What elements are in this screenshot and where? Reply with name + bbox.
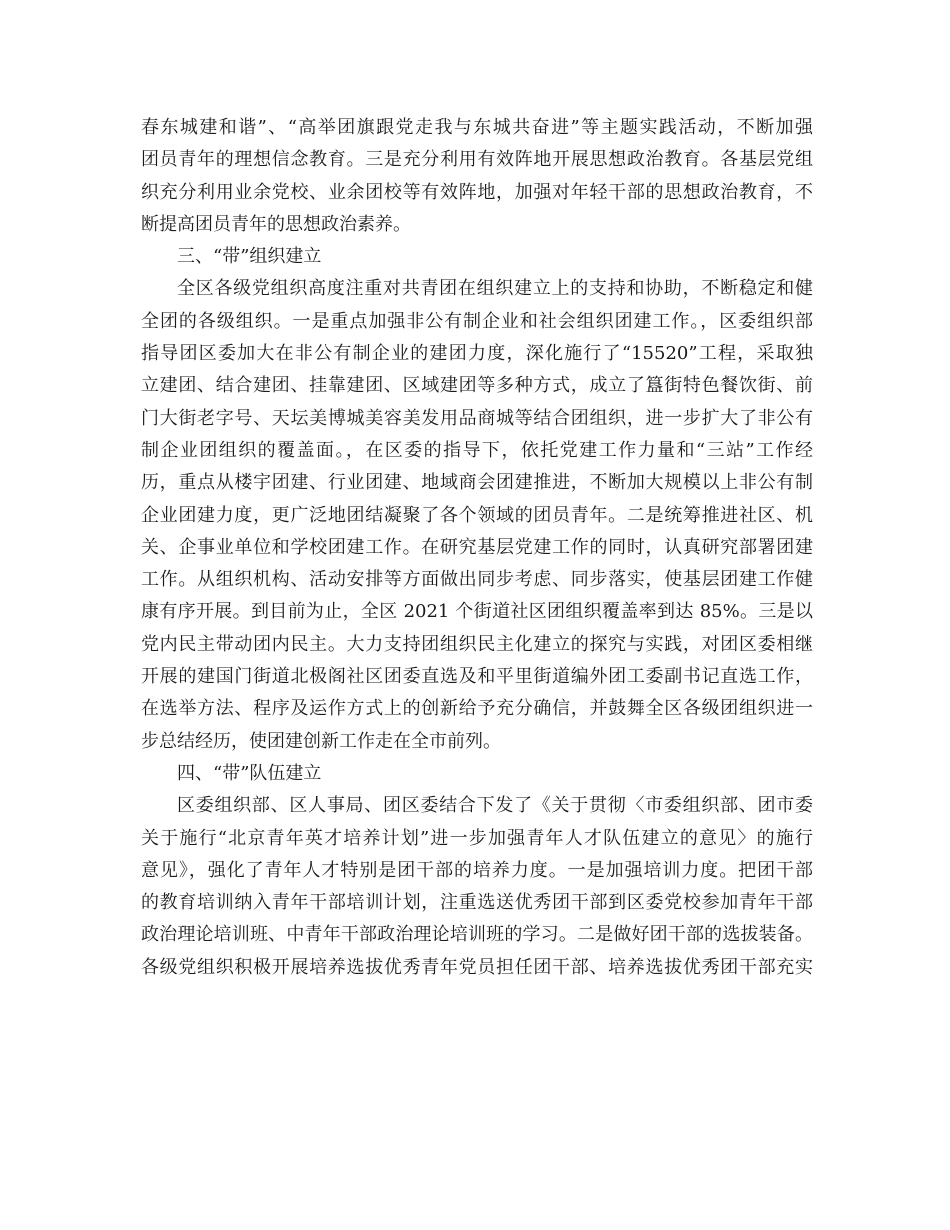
text-line: 历，重点从楼宇团建、行业团建、地域商会团建推进，不断加大规模以上非公有制 xyxy=(141,472,813,494)
text-line: 织充分利用业余党校、业余团校等有效阵地，加强对年轻干部的思想政治教育，不 xyxy=(141,181,813,203)
text-line: 断提高团员青年的思想政治素养。 xyxy=(141,213,411,235)
text-line: 工作。从组织机构、活动安排等方面做出同步考虑、同步落实，使基层团建工作健 xyxy=(141,569,813,591)
text-line: 的教育培训纳入青年干部培训计划，注重选送优秀团干部到区委党校参加青年干部 xyxy=(141,892,813,914)
text-line: 指导团区委加大在非公有制企业的建团力度，深化施行了“15520”工程，采取独 xyxy=(141,343,813,365)
text-line: 党内民主带动团内民主。大力支持团组织民主化建立的探究与实践，对团区委相继 xyxy=(141,633,813,655)
text-line: 关、企事业单位和学校团建工作。在研究基层党建工作的同时，认真研究部署团建 xyxy=(141,536,813,558)
text-line: 在选举方法、程序及运作方式上的创新给予充分确信，并鼓舞全区各级团组织进一 xyxy=(141,698,813,720)
text-line: 政治理论培训班、中青年干部政治理论培训班的学习。二是做好团干部的选拔装备。 xyxy=(141,924,813,946)
text-line: 康有序开展。到目前为止，全区 2021 个街道社区团组织覆盖率到达 85%。三是以 xyxy=(141,601,813,623)
text-line: 开展的建国门街道北极阁社区团委直选及和平里街道编外团工委副书记直选工作， xyxy=(141,666,813,688)
text-line: 立建团、结合建团、挂靠建团、区域建团等多种方式，成立了簋街特色餐饮街、前 xyxy=(141,375,813,397)
text-line: 各级党组织积极开展培养选拔优秀青年党员担任团干部、培养选拔优秀团干部充实 xyxy=(141,956,813,978)
text-line: 意见》，强化了青年人才特别是团干部的培养力度。一是加强培训力度。把团干部 xyxy=(141,859,813,881)
text-line: 春东城建和谐”、“高举团旗跟党走我与东城共奋进”等主题实践活动，不断加强 xyxy=(141,117,813,138)
text-line: 门大街老字号、天坛美博城美容美发用品商城等结合团组织，进一步扩大了非公有 xyxy=(141,407,813,429)
document-body xyxy=(141,112,813,984)
text-line: 区委组织部、区人事局、团区委结合下发了《关于贯彻〈市委组织部、团市委 xyxy=(177,795,813,817)
text-line: 全团的各级组织。一是重点加强非公有制企业和社会组织团建工作。，区委组织部 xyxy=(141,310,813,332)
text-line: 团员青年的理想信念教育。三是充分利用有效阵地开展思想政治教育。各基层党组 xyxy=(141,149,813,171)
text-line: 制企业团组织的覆盖面。，在区委的指导下，依托党建工作力量和“三站”工作经 xyxy=(141,439,813,461)
section-heading: 四、“带”队伍建立 xyxy=(177,762,322,784)
text-line: 全区各级党组织高度注重对共青团在组织建立上的支持和协助，不断稳定和健 xyxy=(177,278,813,300)
text-line: 企业团建力度，更广泛地团结凝聚了各个领域的团员青年。二是统筹推进社区、机 xyxy=(141,504,813,526)
section-heading: 三、“带”组织建立 xyxy=(177,246,322,268)
text-line: 关于施行“北京青年英才培养计划”进一步加强青年人才队伍建立的意见〉的施行 xyxy=(141,827,813,849)
text-line: 步总结经历，使团建创新工作走在全市前列。 xyxy=(141,730,501,752)
